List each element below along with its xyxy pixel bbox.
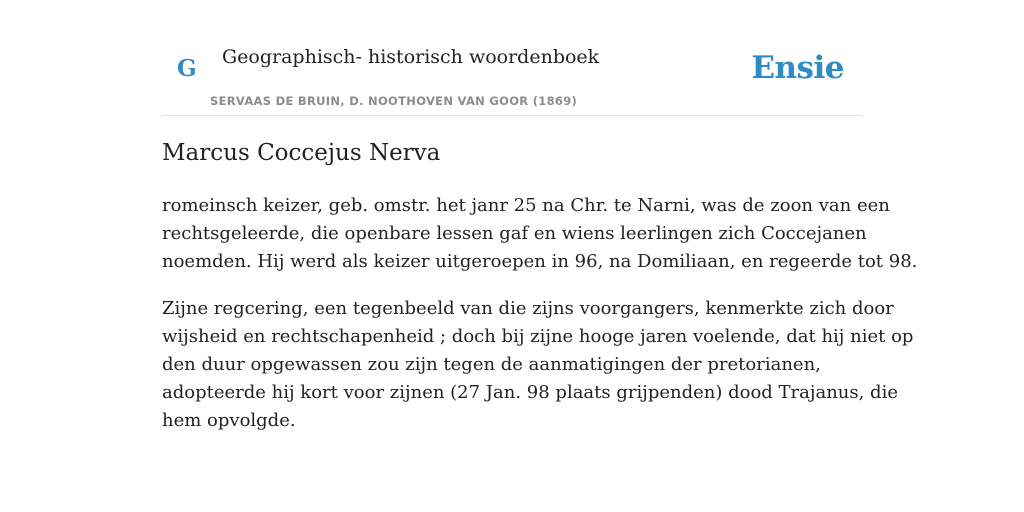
- paragraph-line: rechtsgeleerde, die openbare lessen gaf en wiens leerlingen zich Coccejanen: [162, 223, 867, 244]
- entry-title: Marcus Coccejus Nerva: [162, 140, 441, 166]
- paragraph-line: adopteerde hij kort voor zijnen (27 Jan. 98 plaats grijpenden) dood Trajanus, die: [162, 382, 898, 403]
- entry-paragraph-2: [162, 295, 914, 435]
- book-title[interactable]: Geographisch- historisch woordenboek: [222, 46, 600, 68]
- paragraph-line: den duur opgewassen zou zijn tegen de aanmatigingen der pretorianen,: [162, 354, 821, 375]
- brand-logo[interactable]: Ensie: [751, 50, 844, 86]
- paragraph-line: wijsheid en rechtschapenheid ; doch bij zijne hooge jaren voelende, dat hij niet op: [162, 326, 914, 347]
- paragraph-line: hem opvolgde.: [162, 410, 296, 431]
- entry-paragraph-1: [162, 192, 918, 276]
- paragraph-line: romeinsch keizer, geb. omstr. het janr 25 na Chr. te Narni, was de zoon van een: [162, 195, 890, 216]
- paragraph-line: Zijne regcering, een tegenbeeld van die zijns voorgangers, kenmerkte zich door: [162, 298, 894, 319]
- header: [162, 0, 862, 116]
- book-logo-icon[interactable]: G: [177, 55, 197, 82]
- paragraph-line: noemden. Hij werd als keizer uitgeroepen in 96, na Domiliaan, en regeerde tot 98.: [162, 251, 918, 272]
- page-container: [162, 0, 918, 431]
- book-author[interactable]: SERVAAS DE BRUIN, D. NOOTHOVEN VAN GOOR (1869): [210, 94, 578, 108]
